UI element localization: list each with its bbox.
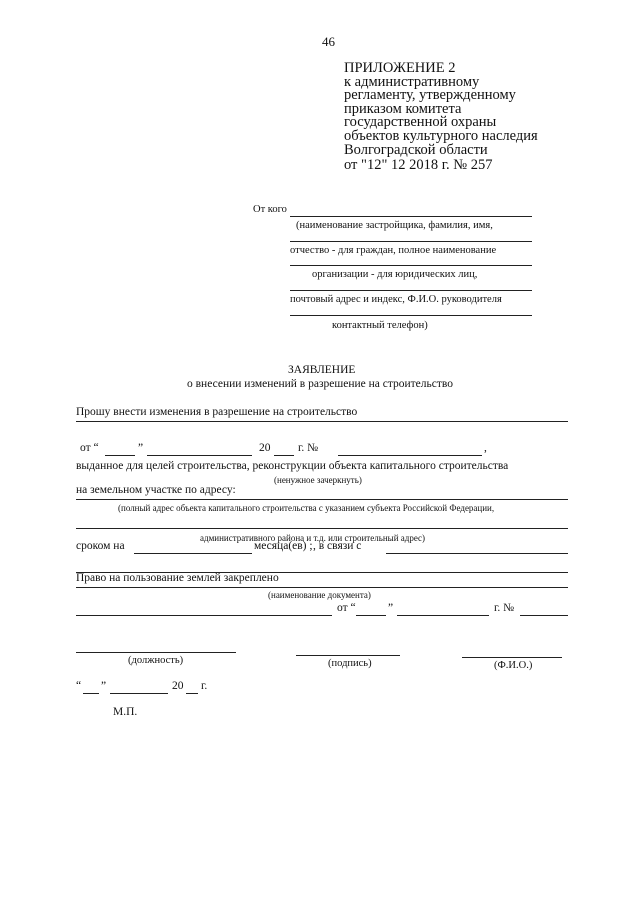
stamp-place: М.П.: [113, 706, 138, 718]
date-year-prefix: 20: [172, 680, 184, 692]
land-address-label: на земельном участке по адресу:: [76, 484, 236, 496]
appendix-line: регламенту, утвержденному: [344, 87, 516, 104]
from-hint-4: почтовый адрес и индекс, Ф.И.О. руководителя: [290, 294, 502, 305]
request-line: [76, 421, 568, 422]
permit-day-blank: [105, 455, 135, 456]
reason-blank: [386, 553, 568, 554]
reason-text: , в связи с: [313, 540, 362, 552]
term-prefix: сроком на: [76, 540, 125, 552]
from-line-4: [290, 290, 532, 291]
document-month-blank: [397, 615, 489, 616]
date-open-quote: “: [76, 680, 82, 692]
from-line-1: [290, 216, 532, 217]
appendix-line: объектов культурного наследия: [344, 127, 538, 144]
from-hint-3: организации - для юридических лиц,: [312, 269, 478, 280]
document-name-blank: [76, 615, 332, 616]
strike-hint: (ненужное зачеркнуть): [274, 475, 362, 485]
permit-year-suffix: г. №: [298, 442, 319, 454]
page-number: 46: [322, 34, 335, 49]
permit-year-blank: [274, 455, 294, 456]
land-address-line-2: [76, 528, 568, 529]
statement-title: ЗАЯВЛЕНИЕ: [288, 364, 356, 376]
document-number-label: г. №: [494, 602, 515, 614]
date-year-suffix: г.: [201, 680, 208, 692]
appendix-title: ПРИЛОЖЕНИЕ 2: [344, 60, 456, 76]
term-blank: [134, 553, 252, 554]
date-month-blank: [110, 693, 168, 694]
appendix-line: Волгоградской области: [344, 141, 488, 158]
statement-subtitle: о внесении изменений в разрешение на строительство: [187, 378, 454, 390]
permit-year-prefix: 20: [259, 442, 271, 454]
from-hint-2: отчество - для граждан, полное наименование: [290, 245, 497, 256]
document-hint: (наименование документа): [268, 590, 371, 600]
from-line-2: [290, 241, 532, 242]
date-day-blank: [83, 693, 99, 694]
land-right-line: [76, 587, 568, 588]
position-hint: (должность): [128, 655, 184, 666]
permit-quote-close: ”: [138, 442, 144, 454]
full-name-line: [462, 657, 562, 658]
document-quote-close: ”: [388, 602, 394, 614]
appendix-date-number: от "12" 12 2018 г. № 257: [344, 157, 493, 174]
document-date-prefix: от “: [337, 602, 356, 614]
appendix-line: приказом комитета: [344, 100, 462, 117]
term-unit: месяца(ев) ;: [254, 540, 313, 552]
issued-text: выданное для целей строительства, реконструкции объекта капитального строительства: [76, 460, 509, 472]
signature-hint: (подпись): [328, 658, 372, 669]
request-text: Прошу внести изменения в разрешение на строительство: [76, 406, 358, 418]
from-hint-1: (наименование застройщика, фамилия, имя,: [296, 220, 493, 231]
full-name-hint: (Ф.И.О.): [494, 660, 533, 671]
address-hint-1: (полный адрес объекта капитального строительства с указанием субъекта Российской Федерации,: [118, 503, 495, 513]
permit-month-blank: [147, 455, 252, 456]
appendix-block: [344, 62, 538, 173]
appendix-line: к административному: [344, 73, 480, 90]
from-line-3: [290, 265, 532, 266]
permit-date-prefix: от “: [80, 442, 99, 454]
date-close-quote: ”: [101, 680, 107, 692]
address-hint-2: административного района и т.д. или строительный адрес): [200, 533, 426, 543]
from-label: От кого: [253, 204, 287, 215]
from-hint-5: контактный телефон): [332, 320, 428, 331]
signature-line: [296, 655, 400, 656]
appendix-line: государственной охраны: [344, 114, 497, 131]
date-year-blank: [186, 693, 198, 694]
document-number-blank: [520, 615, 568, 616]
from-line-5: [290, 315, 532, 316]
position-line: [76, 652, 236, 653]
permit-comma: ,: [484, 442, 487, 454]
permit-number-blank: [338, 455, 482, 456]
land-address-line-1: [76, 499, 568, 500]
document-day-blank: [356, 615, 386, 616]
land-right-text: Право на пользование землей закреплено: [76, 572, 279, 584]
